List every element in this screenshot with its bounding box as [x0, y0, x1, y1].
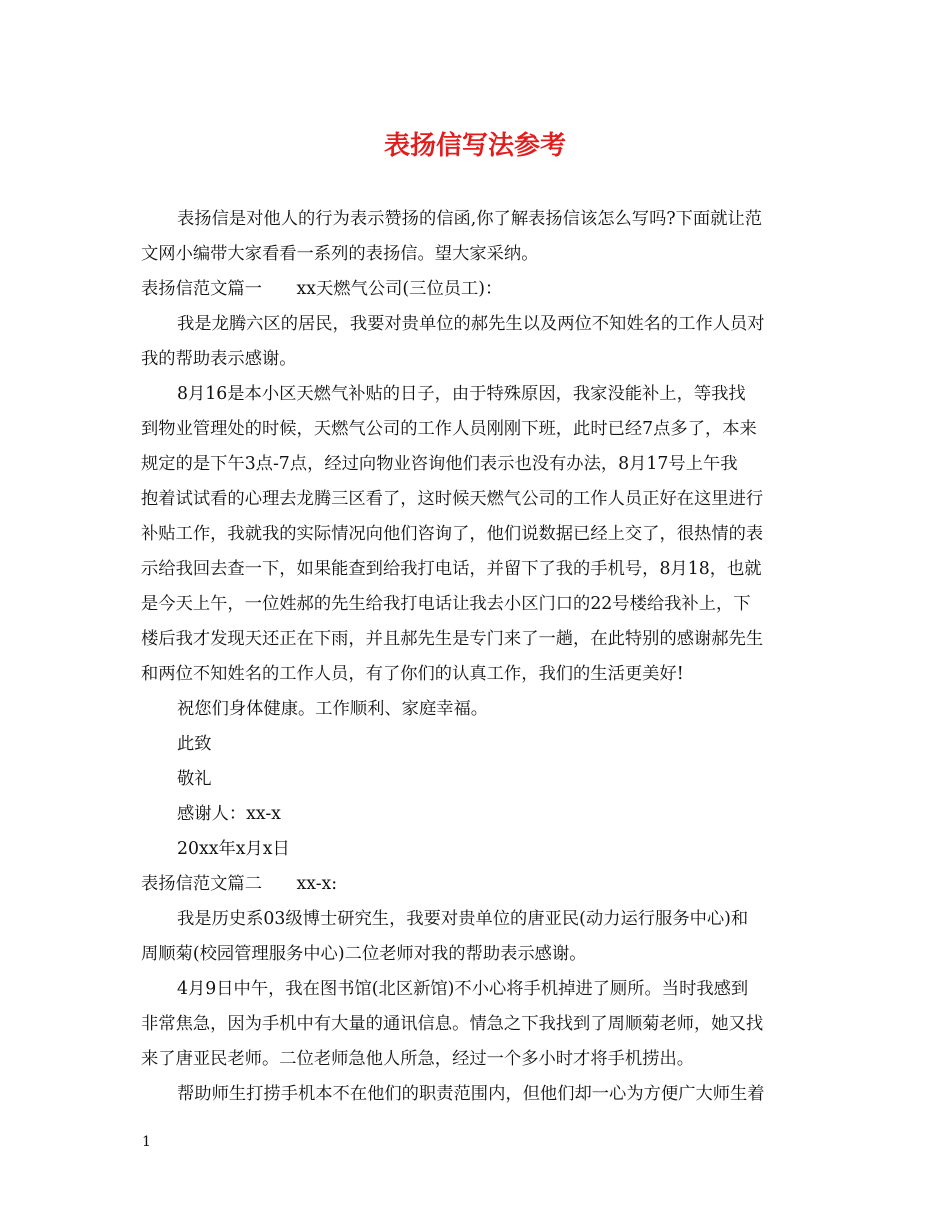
paragraph-line: 非常焦急，因为手机中有大量的通讯信息。情急之下我找到了周顺菊老师，她又找 — [141, 1014, 764, 1034]
closing-line: 敬礼 — [177, 769, 212, 789]
section-heading: 表扬信范文篇二 xx-x: — [141, 874, 338, 894]
document-title: 表扬信写法参考 — [383, 131, 566, 161]
paragraph-line: 祝您们身体健康。工作顺利、家庭幸福。 — [177, 699, 489, 719]
paragraph-line: 补贴工作，我就我的实际情况向他们咨询了，他们说数据已经上交了，很热情的表 — [141, 524, 764, 544]
paragraph-line: 4月9日中午，我在图书馆(北区新馆)不小心将手机掉进了厕所。当时我感到 — [177, 979, 749, 999]
paragraph-line: 到物业管理处的时候，天燃气公司的工作人员刚刚下班，此时已经7点多了，本来 — [141, 419, 757, 439]
closing-line: 此致 — [177, 734, 212, 754]
paragraph-line: 我的帮助表示感谢。 — [141, 349, 297, 369]
paragraph-line: 8月16是本小区天燃气补贴的日子，由于特殊原因，我家没能补上，等我找 — [177, 384, 746, 404]
paragraph-line: 规定的是下午3点-7点，经过向物业咨询他们表示也没有办法，8月17号上午我 — [141, 454, 738, 474]
paragraph-line: 帮助师生打捞手机本不在他们的职责范围内，但他们却一心为方便广大师生着 — [177, 1084, 765, 1104]
paragraph-line: 我是历史系03级博士研究生，我要对贵单位的唐亚民(动力运行服务中心)和 — [177, 909, 749, 929]
paragraph-line: 我是龙腾六区的居民，我要对贵单位的郝先生以及两位不知姓名的工作人员对 — [177, 314, 765, 334]
paragraph-line: 和两位不知姓名的工作人员，有了你们的认真工作，我们的生活更美好! — [141, 664, 684, 684]
paragraph-line: 示给我回去查一下，如果能查到给我打电话，并留下了我的手机号，8月18，也就 — [141, 559, 762, 579]
signature-line: 感谢人：xx-x — [177, 804, 281, 824]
paragraph-line: 文网小编带大家看看一系列的表扬信。望大家采纳。 — [141, 244, 539, 264]
paragraph-line: 楼后我才发现天还正在下雨，并且郝先生是专门来了一趟，在此特别的感谢郝先生 — [141, 629, 764, 649]
section-heading: 表扬信范文篇一 xx天燃气公司(三位员工)： — [141, 279, 503, 299]
page-number: 1 — [142, 1134, 151, 1150]
date-line: 20xx年x月x日 — [177, 839, 290, 859]
paragraph-line: 抱着试试看的心理去龙腾三区看了，这时候天燃气公司的工作人员正好在这里进行 — [141, 489, 764, 509]
paragraph-line: 来了唐亚民老师。二位老师急他人所急，经过一个多小时才将手机捞出。 — [141, 1049, 695, 1069]
paragraph-line: 表扬信是对他人的行为表示赞扬的信函,你了解表扬信该怎么写吗?下面就让范 — [177, 209, 763, 229]
paragraph-line: 周顺菊(校园管理服务中心)二位老师对我的帮助表示感谢。 — [141, 944, 587, 964]
paragraph-line: 是今天上午，一位姓郝的先生给我打电话让我去小区门口的22号楼给我补上，下 — [141, 594, 751, 614]
